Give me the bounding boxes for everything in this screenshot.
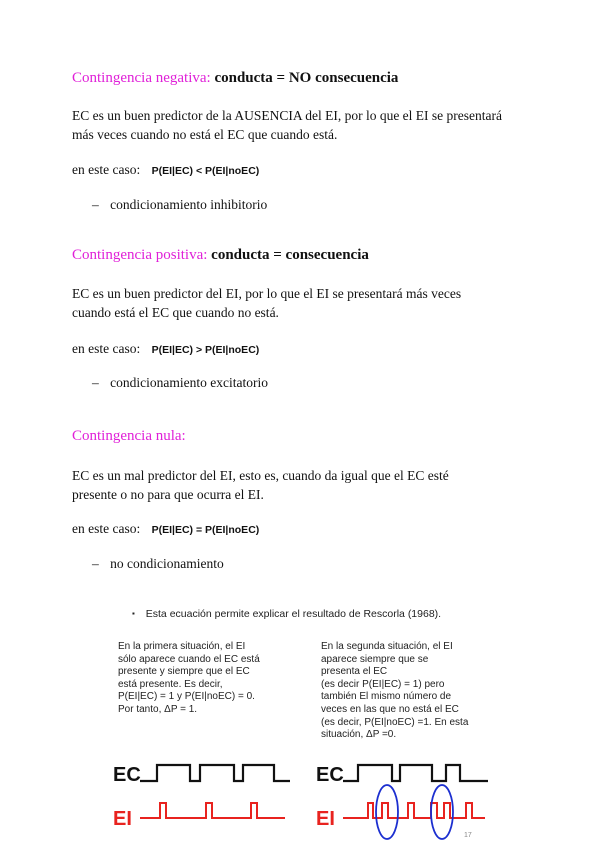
case-label: en este caso: <box>72 341 141 356</box>
paragraph-line: presente o no para que ocurra el EI. <box>72 487 264 502</box>
paragraph-line: EC es un buen predictor del EI, por lo que el EI se presentará más veces <box>72 286 462 301</box>
formula: P(EI|EC) > P(EI|noEC) <box>151 344 260 356</box>
paragraph-line: más veces cuando no está el EC que cuando está. <box>72 127 338 142</box>
heading-rest: conducta = consecuencia <box>207 247 369 263</box>
slide-text-line: está presente. Es decir, <box>118 678 223 690</box>
slide-text-line: veces en las que no está el EC <box>321 703 459 715</box>
slide-text-line: En la segunda situación, el EI <box>321 641 453 652</box>
slide-text-line: presenta el EC <box>321 666 388 678</box>
ei-signal-left <box>140 803 285 818</box>
slide-bullet-text: Esta ecuación permite explicar el resultado de Rescorla (1968). <box>145 608 442 620</box>
slide-text-line: presente y siempre que el EC <box>118 666 250 678</box>
ei-label-right: EI <box>316 808 335 830</box>
page-number: 17 <box>464 832 472 839</box>
dash-marker: – <box>92 197 99 212</box>
heading-colored: Contingencia nula: <box>72 428 186 444</box>
slide-text-line: aparece siempre que se <box>321 653 429 665</box>
dash-marker: – <box>92 556 99 571</box>
case-label: en este caso: <box>72 521 141 536</box>
paragraph-line: EC es un buen predictor de la AUSENCIA del EI, por lo que el EI se presentará <box>72 108 503 123</box>
slide-text-line: sólo aparece cuando el EC está <box>118 653 260 665</box>
paragraph-line: cuando está el EC que cuando no está. <box>72 305 279 320</box>
slide-text-line: Por tanto, ΔP = 1. <box>118 703 198 715</box>
formula: P(EI|EC) = P(EI|noEC) <box>151 524 260 536</box>
dash-marker: – <box>92 375 99 390</box>
heading-colored: Contingencia positiva: <box>72 247 208 263</box>
slide-text-line: (es decir, P(EI|noEC) =1. En esta <box>321 716 469 728</box>
heading-colored: Contingencia negativa: <box>72 70 211 86</box>
formula: P(EI|EC) < P(EI|noEC) <box>151 165 260 177</box>
ec-label-right: EC <box>316 764 344 786</box>
heading-rest: conducta = NO consecuencia <box>210 70 399 86</box>
slide-text-line: P(EI|EC) = 1 y P(EI|noEC) = 0. <box>118 691 255 703</box>
bullet-text: no condicionamiento <box>110 556 224 571</box>
ec-signal-left <box>140 765 290 781</box>
case-label: en este caso: <box>72 162 141 177</box>
ei-signal-right <box>343 803 485 818</box>
slide-text-line: En la primera situación, el EI <box>118 641 246 652</box>
ec-signal-right <box>343 765 488 781</box>
bullet-text: condicionamiento excitatorio <box>110 375 268 390</box>
slide-text-line: también El mismo número de <box>321 691 452 703</box>
slide-text-line: situación, ΔP =0. <box>321 729 397 741</box>
ei-label-left: EI <box>113 808 132 830</box>
ec-label-left: EC <box>113 764 141 786</box>
paragraph-line: EC es un mal predictor del EI, esto es, cuando da igual que el EC esté <box>72 468 449 483</box>
slide-text-line: (es decir P(EI|EC) = 1) pero <box>321 678 445 690</box>
square-bullet-icon: ▪ <box>132 609 135 618</box>
bullet-text: condicionamiento inhibitorio <box>110 197 268 212</box>
